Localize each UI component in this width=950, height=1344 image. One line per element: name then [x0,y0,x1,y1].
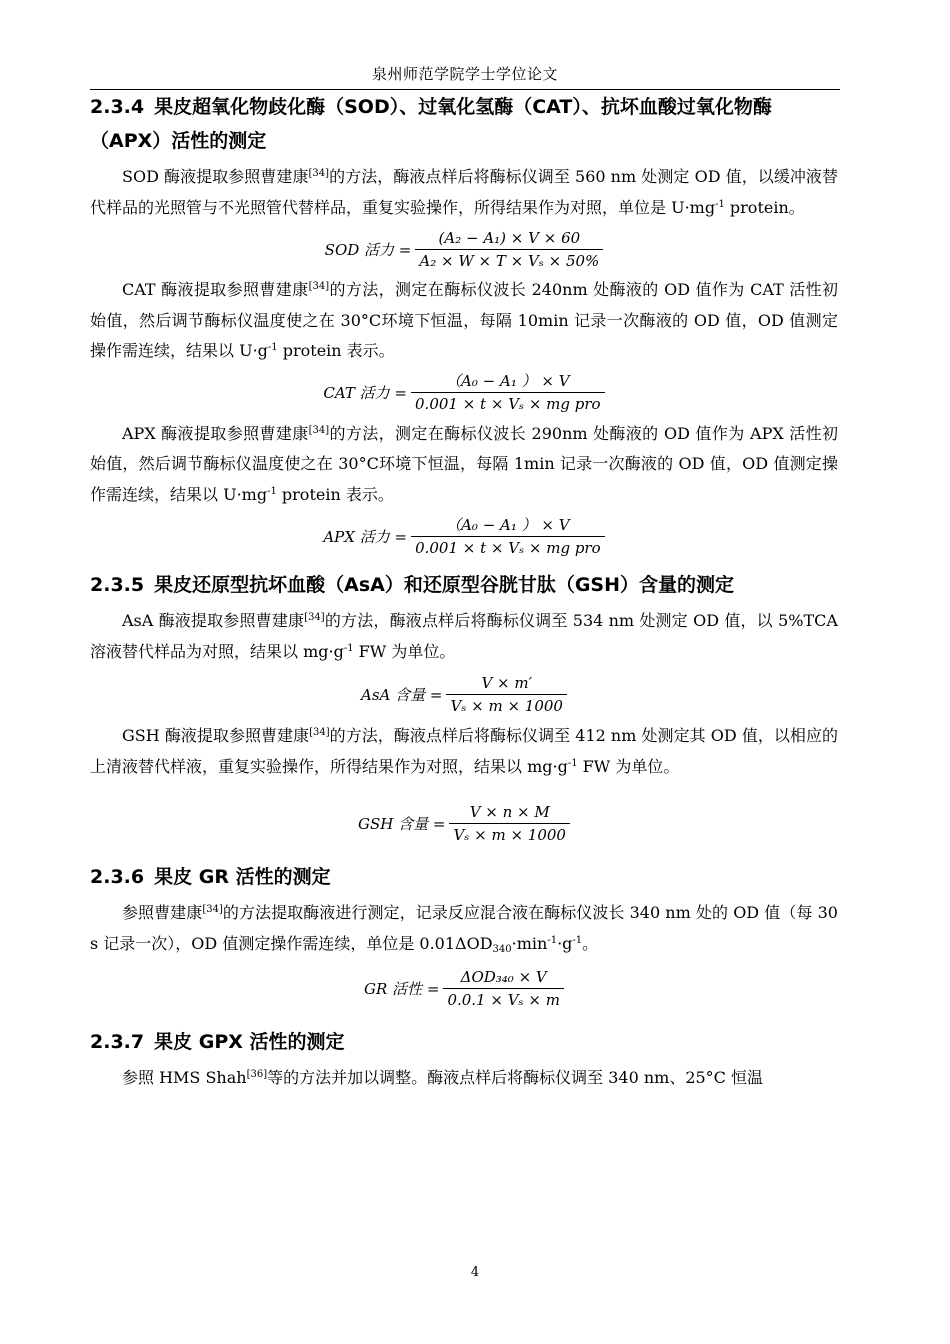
paragraph-gr: 参照曹建康[34]的方法提取酶液进行测定，记录反应混合液在酶标仪波长 340 nm 处的 OD 值（每 30 s 记录一次），OD 值测定操作需连续，单位是 $0.01\Delta OD_{340}\cdot\min^{-1}\cdot g^{-1}$。 [90,903,838,955]
numerator: ΔOD₃₄₀ × V [460,967,547,986]
page-number: 4 [470,1265,480,1280]
numerator: (A₂ − A₁) × V × 60 [438,228,581,247]
paragraph-cat: CAT 酶液提取参照曹建康[34]的方法，测定在酶标仪波长 240nm 处酶液的 OD 值作为 CAT 活性初始值，然后调节酶标仪温度使之在 30°C环境下恒温，每隔 10min 记录一次酶液的 OD 值，OD 值测定操作需连续，结果以 $U\cdot g^{-1}$ protein 表示。 [90,280,838,360]
fraction [415,227,603,272]
denominator: 0.001 × t × Vₛ × mg pro [415,538,601,557]
numerator: （A₀ − A₁ ） × V [446,515,570,534]
formula-gsh: GSH 含量 = $\frac{V \times n \times M}{\text{Vₛ × m × 1000}}$ [90,790,838,856]
denominator: Vₛ × m × 1000 [450,696,563,715]
formula-gr: GR 活性 = $\frac{\text{ΔOD₃₄₀ × V}}{\text{0.0.1 × Vₛ × m}}$ [90,959,838,1017]
page-content [90,90,838,1094]
fraction [411,514,605,559]
citation: [34] [309,727,330,738]
section-title: 果皮 GR 活性的测定 [154,866,331,888]
formula-asa: AsA 含量 = $\frac{V \times m'}{\text{Vₛ × m × 1000}}$ [90,667,838,721]
numerator: （A₀ − A₁ ） × V [446,372,570,390]
citation: [34] [308,424,330,436]
section-title: 果皮还原型抗坏血酸（AsA）和还原型谷胱甘肽（GSH）含量的测定 [154,574,735,596]
citation: [34] [304,612,325,623]
citation: [34] [308,281,330,292]
formula-cat: CAT 活力 = $\frac{\text{（A₀ − A₁ ） × V}}{\text{0.001 × t × Vₛ × mg pro}}$ [90,367,838,419]
numerator: V × m′ [481,673,533,692]
section-heading-2-3-7 [90,1025,838,1059]
section-title: 果皮超氧化物歧化酶（SOD）、过氧化氢酶（CAT）、抗坏血酸过氧化物酶（APX）活性的测定 [90,96,772,152]
denominator: 0.001 × t × Vₛ × mg pro [415,395,601,413]
running-header: 泉州师范学院学士学位论文 [90,63,840,90]
section-number: 2.3.4 [90,96,145,118]
citation: [34] [308,168,330,179]
section-number: 2.3.5 [90,574,145,596]
section-heading-2-3-6 [90,860,838,894]
denominator: 0.0.1 × Vₛ × m [447,990,560,1009]
citation: [36] [246,1069,268,1080]
denominator: A₂ × W × T × Vₛ × 50% [419,251,600,270]
section-heading-2-3-4 [90,90,838,158]
fraction [411,370,605,415]
fraction [449,801,570,846]
section-number: 2.3.6 [90,866,145,888]
section-heading-2-3-5 [90,568,838,602]
paragraph-apx: APX 酶液提取参照曹建康[34]的方法，测定在酶标仪波长 290nm 处酶液的 OD 值作为 APX 活性初始值，然后调节酶标仪温度使之在 30°C环境下恒温，每隔 1min 记录一次酶液的 OD 值，OD 值测定操作需连续，结果以 $U\cdot mg^{-1}$ protein 表示。 [90,423,838,504]
paragraph-sod: SOD 酶液提取参照曹建康[34]的方法，酶液点样后将酶标仪调至 560 nm 处测定 OD 值，以缓冲液替代样品的光照管与不光照管代替样品，重复实验操作，所得结果作为对照，单位是 $U\cdot mg^{-1}$ protein。 [90,167,838,217]
section-title: 果皮 GPX 活性的测定 [154,1031,345,1053]
paragraph-asa: AsA 酶液提取参照曹建康[34]的方法，酶液点样后将酶标仪调至 534 nm 处测定 OD 值，以 5%TCA 溶液替代样品为对照，结果以 $mg\cdot g^{-1}$ FW 为单位。 [90,611,838,661]
citation: [34] [202,904,223,915]
paragraph-gsh: GSH 酶液提取参照曹建康[34]的方法，酶液点样后将酶标仪调至 412 nm 处测定其 OD 值，以相应的上清液替代样液，重复实验操作，所得结果作为对照，结果以 $mg\cdot g^{-1}$ FW 为单位。 [90,726,838,776]
fraction [446,672,567,717]
formula-apx: APX 活力 = $\frac{\text{（A₀ − A₁ ） × V}}{\text{0.001 × t × Vₛ × mg pro}}$ [90,510,838,562]
numerator: V × n × M [469,802,550,821]
formula-sod: SOD 活力 = $\frac{\text{(A₂ − A₁) × V × 60}}{\text{A₂ × W × T × Vₛ × 50\%}}$ [90,223,838,275]
section-number: 2.3.7 [90,1031,145,1053]
paragraph-gpx: 参照 HMS Shah[36]等的方法并加以调整。酶液点样后将酶标仪调至 340 nm、25°C 恒温 [122,1068,764,1087]
denominator: Vₛ × m × 1000 [453,825,566,844]
fraction [443,966,564,1011]
